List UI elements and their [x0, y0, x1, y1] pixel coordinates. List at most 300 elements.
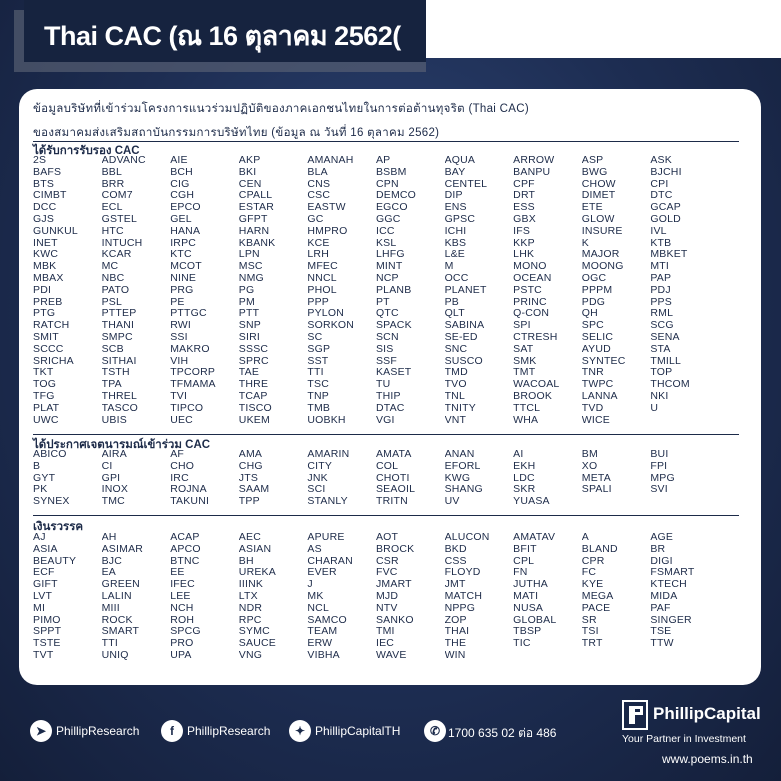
- company-symbol: QH: [581, 308, 598, 320]
- company-symbol: SAUCE: [238, 638, 276, 650]
- company-symbol: GLOW: [581, 213, 615, 225]
- header-white-area: [426, 0, 781, 58]
- company-symbol: TPP: [238, 496, 260, 508]
- company-symbol: INET: [33, 237, 58, 249]
- company-symbol: SPPT: [33, 626, 62, 638]
- company-symbol: EASTW: [307, 202, 346, 214]
- company-symbol: SSSC: [238, 343, 269, 355]
- company-symbol: AYUD: [581, 343, 611, 355]
- company-symbol: THANI: [101, 320, 135, 332]
- company-symbol: MONO: [513, 261, 547, 273]
- company-symbol: STANLY: [307, 496, 348, 508]
- section-rule-other: [33, 515, 739, 516]
- company-symbol: SITHAI: [101, 355, 137, 367]
- company-symbol: WAVE: [375, 649, 407, 661]
- company-symbol: GOLD: [650, 213, 681, 225]
- company-symbol: DIMET: [581, 190, 616, 202]
- company-symbol: ESS: [513, 202, 535, 214]
- company-symbol: SCG: [650, 320, 674, 332]
- footer-phone[interactable]: 1700 635 02 ต่อ 486: [448, 726, 557, 740]
- company-symbol: HMPRO: [307, 225, 348, 237]
- company-symbol: VIBHA: [307, 649, 340, 661]
- company-symbol: FSMART: [650, 567, 695, 579]
- company-symbol: DIGI: [650, 555, 673, 567]
- company-symbol: JTS: [238, 472, 259, 484]
- company-symbol: PE: [170, 296, 185, 308]
- company-symbol: BBL: [101, 166, 123, 178]
- company-symbol: MFEC: [307, 261, 338, 273]
- company-symbol: GUNKUL: [33, 225, 78, 237]
- company-symbol: MIDA: [650, 590, 678, 602]
- company-symbol: SPACK: [375, 320, 412, 332]
- company-symbol: LHFG: [375, 249, 405, 261]
- company-symbol: B: [33, 460, 41, 472]
- company-symbol: EA: [101, 567, 117, 579]
- company-symbol: TMT: [513, 367, 536, 379]
- company-symbol: TAE: [238, 367, 260, 379]
- company-symbol: MAJOR: [581, 249, 620, 261]
- company-symbol: PYLON: [307, 308, 344, 320]
- company-symbol: 2S: [33, 155, 47, 166]
- company-symbol: SELIC: [581, 331, 614, 343]
- company-symbol: SORKON: [307, 320, 355, 332]
- company-symbol: AP: [375, 155, 391, 166]
- company-symbol: BH: [238, 555, 254, 567]
- company-symbol: ZOP: [444, 614, 467, 626]
- company-symbol: TTI: [101, 638, 118, 650]
- company-symbol: CPALL: [238, 190, 273, 202]
- company-symbol: ETE: [581, 202, 603, 214]
- company-symbol: NTV: [375, 602, 398, 614]
- company-symbol: DCC: [33, 202, 57, 214]
- company-symbol: TIC: [513, 638, 531, 650]
- company-symbol: TTI: [307, 367, 324, 379]
- company-symbol: VGI: [375, 414, 395, 426]
- company-symbol: CITY: [307, 460, 333, 472]
- company-symbol: IVL: [650, 225, 667, 237]
- company-symbol: GFPT: [238, 213, 268, 225]
- company-symbol: LALIN: [101, 590, 132, 602]
- company-symbol: RML: [650, 308, 674, 320]
- company-symbol: NDR: [238, 602, 263, 614]
- company-symbol: LHK: [513, 249, 535, 261]
- company-symbol: NUSA: [513, 602, 544, 614]
- company-symbol: THREL: [101, 390, 138, 402]
- company-symbol: TSTH: [101, 367, 130, 379]
- company-symbol: SINGER: [650, 614, 692, 626]
- company-symbol: M: [444, 261, 454, 273]
- company-symbol: SCCC: [33, 343, 64, 355]
- company-symbol: FN: [513, 567, 528, 579]
- company-symbol: L&E: [444, 249, 466, 261]
- company-symbol: WACOAL: [513, 379, 560, 391]
- company-symbol: INTUCH: [101, 237, 143, 249]
- company-symbol: CPL: [513, 555, 535, 567]
- company-symbol: GC: [307, 213, 324, 225]
- company-symbol: SUSCO: [444, 355, 483, 367]
- company-symbol: K: [581, 237, 589, 249]
- company-symbol: PLANET: [444, 284, 487, 296]
- company-symbol: BROOK: [513, 390, 553, 402]
- company-symbol: KTC: [170, 249, 192, 261]
- company-symbol: LPN: [238, 249, 260, 261]
- company-symbol: OCEAN: [513, 272, 552, 284]
- company-symbol: JMART: [375, 579, 412, 591]
- company-symbol: PB: [444, 296, 459, 308]
- company-symbol: MAKRO: [170, 343, 210, 355]
- company-symbol: PM: [238, 296, 255, 308]
- company-symbol: EE: [170, 567, 185, 579]
- company-symbol: SMPC: [101, 331, 133, 343]
- company-symbol: YUASA: [513, 496, 550, 508]
- company-symbol: TBSP: [513, 626, 542, 638]
- company-symbol: QTC: [375, 308, 399, 320]
- company-symbol: PHOL: [307, 284, 337, 296]
- company-symbol: SRICHA: [33, 355, 74, 367]
- heading-line-1: ข้อมูลบริษัทที่เข้าร่วมโครงการแนวร่วมปฏิบัติของภาคเอกชนไทยในการต่อต้านทุจริต (Thai CAC): [33, 103, 529, 115]
- company-symbol: SNC: [444, 343, 468, 355]
- company-symbol: TTCL: [513, 402, 541, 414]
- company-symbol: CI: [101, 460, 113, 472]
- company-symbol: SPALI: [581, 484, 612, 496]
- company-symbol: TVD: [581, 402, 604, 414]
- company-symbol: OCC: [444, 272, 469, 284]
- company-symbol: PACE: [581, 602, 611, 614]
- company-symbol: SEAOIL: [375, 484, 416, 496]
- company-symbol: TFMAMA: [170, 379, 216, 391]
- company-symbol: Q-CON: [513, 308, 550, 320]
- company-symbol: SENA: [650, 331, 680, 343]
- company-symbol: EFORL: [444, 460, 481, 472]
- company-symbol: GPI: [101, 472, 121, 484]
- company-symbol: CHOTI: [375, 472, 410, 484]
- company-symbol: KWG: [444, 472, 471, 484]
- company-symbol: GCAP: [650, 202, 681, 214]
- section-title-other: เงินรวรรค: [33, 521, 84, 533]
- company-symbol: MEGA: [581, 590, 614, 602]
- facebook-icon: f: [161, 720, 183, 742]
- company-symbol: APCO: [170, 543, 201, 555]
- company-symbol: TIPCO: [170, 402, 204, 414]
- company-symbol: TAKUNI: [170, 496, 210, 508]
- company-symbol: SCI: [307, 484, 326, 496]
- company-symbol: AF: [170, 449, 185, 460]
- company-symbol: WIN: [444, 649, 466, 661]
- company-symbol: AOT: [375, 532, 399, 543]
- company-symbol: UPA: [170, 649, 192, 661]
- company-symbol: SMART: [101, 626, 140, 638]
- company-symbol: PG: [238, 284, 255, 296]
- company-symbol: PSL: [101, 296, 123, 308]
- company-symbol: GIFT: [33, 579, 58, 591]
- company-symbol: JNK: [307, 472, 328, 484]
- company-symbol: LRH: [307, 249, 329, 261]
- company-symbol: SNP: [238, 320, 261, 332]
- company-symbol: TISCO: [238, 402, 272, 414]
- company-symbol: GREEN: [101, 579, 140, 591]
- company-symbol: BM: [581, 449, 598, 460]
- company-symbol: TMB: [307, 402, 331, 414]
- company-symbol: TSE: [650, 626, 672, 638]
- company-symbol: LDC: [513, 472, 535, 484]
- section-rule-declared: [33, 434, 739, 435]
- company-symbol: KCE: [307, 237, 330, 249]
- company-symbol: BAY: [444, 166, 466, 178]
- company-symbol: TSTE: [33, 638, 61, 650]
- company-symbol: MATI: [513, 590, 539, 602]
- company-symbol: MBKET: [650, 249, 688, 261]
- company-symbol: BTS: [33, 178, 55, 190]
- company-symbol: GBX: [513, 213, 536, 225]
- company-symbol: MINT: [375, 261, 403, 273]
- company-symbol: AS: [307, 543, 322, 555]
- company-symbol: KWC: [33, 249, 59, 261]
- company-symbol: SSF: [375, 355, 397, 367]
- company-symbol: NCL: [307, 602, 329, 614]
- company-symbol: HANA: [170, 225, 201, 237]
- company-symbol: THIP: [375, 390, 401, 402]
- website-link[interactable]: www.poems.in.th: [662, 752, 753, 766]
- company-symbol: TVT: [33, 649, 54, 661]
- company-symbol: UOBKH: [307, 414, 346, 426]
- company-symbol: CHARAN: [307, 555, 353, 567]
- company-symbol: APURE: [307, 532, 345, 543]
- company-symbol: [582, 496, 651, 508]
- company-symbol: DEMCO: [375, 190, 417, 202]
- company-symbol: QLT: [444, 308, 465, 320]
- company-symbol: ADVANC: [101, 155, 146, 166]
- company-symbol: PTT: [238, 308, 260, 320]
- company-symbol: NKI: [650, 390, 669, 402]
- company-symbol: IIINK: [238, 579, 264, 591]
- company-symbol: UWC: [33, 414, 59, 426]
- company-symbol: AI: [513, 449, 524, 460]
- company-symbol: TU: [375, 379, 391, 391]
- company-symbol: PPS: [650, 296, 672, 308]
- company-symbol: MTI: [650, 261, 670, 273]
- company-symbol: EPCO: [170, 202, 201, 214]
- company-symbol: IFS: [513, 225, 531, 237]
- company-symbol: NCH: [170, 602, 194, 614]
- company-symbol: BKD: [444, 543, 467, 555]
- footer-facebook-handle[interactable]: PhillipResearch: [187, 724, 271, 738]
- company-symbol: CHG: [238, 460, 263, 472]
- company-symbol: SHANG: [444, 484, 483, 496]
- company-symbol: CENTEL: [444, 178, 488, 190]
- company-symbol: AQUA: [444, 155, 476, 166]
- company-symbol: THE: [444, 638, 467, 650]
- company-symbol: AIRA: [101, 449, 127, 460]
- company-symbol: NBC: [101, 272, 125, 284]
- company-symbol: KTECH: [650, 579, 687, 591]
- company-symbol: KTB: [650, 237, 672, 249]
- company-symbol: DTC: [650, 190, 673, 202]
- company-symbol: BFIT: [513, 543, 537, 555]
- company-symbol: ECF: [33, 567, 55, 579]
- company-symbol: PPPM: [581, 284, 613, 296]
- company-symbol: THCOM: [650, 379, 690, 391]
- company-symbol: BEAUTY: [33, 555, 77, 567]
- company-symbol: WHA: [513, 414, 539, 426]
- company-symbol: JMT: [444, 579, 466, 591]
- company-symbol: DTAC: [375, 402, 405, 414]
- page-title: Thai CAC (ณ 16 ตุลาคม 2562(: [44, 21, 401, 51]
- company-symbol: SYMC: [238, 626, 270, 638]
- company-symbol: DIP: [444, 190, 463, 202]
- company-symbol: FPI: [650, 460, 668, 472]
- company-symbol: MPG: [650, 472, 675, 484]
- company-symbol: UREKA: [238, 567, 276, 579]
- company-symbol: DRT: [513, 190, 536, 202]
- company-symbol: BKI: [238, 166, 257, 178]
- company-symbol: ANAN: [444, 449, 475, 460]
- company-symbol: ECL: [101, 202, 123, 214]
- company-symbol: TMD: [444, 367, 468, 379]
- company-symbol: GPSC: [444, 213, 476, 225]
- company-symbol: GJS: [33, 213, 55, 225]
- company-symbol: UBIS: [101, 414, 127, 426]
- footer-twitter-handle[interactable]: PhillipCapitalTH: [315, 724, 401, 738]
- company-symbol: NMG: [238, 272, 264, 284]
- company-symbol: CNS: [307, 178, 331, 190]
- company-symbol: PAF: [650, 602, 671, 614]
- company-symbol: ICC: [375, 225, 395, 237]
- company-symbol: EGCO: [375, 202, 408, 214]
- company-symbol: TSC: [307, 379, 329, 391]
- company-symbol: META: [581, 472, 611, 484]
- company-symbol: TPA: [101, 379, 122, 391]
- company-symbol: PRO: [170, 638, 194, 650]
- company-symbol: CHOW: [581, 178, 616, 190]
- company-symbol: IFEC: [170, 579, 195, 591]
- company-symbol: TEAM: [307, 626, 338, 638]
- company-symbol: TVI: [170, 390, 188, 402]
- company-symbol: KCAR: [101, 249, 132, 261]
- company-symbol: CSC: [307, 190, 331, 202]
- company-symbol: CIMBT: [33, 190, 67, 202]
- company-symbol: MATCH: [444, 590, 483, 602]
- brand-tagline: Your Partner in Investment: [622, 733, 746, 745]
- company-symbol: MC: [101, 261, 119, 273]
- company-symbol: SPI: [513, 320, 531, 332]
- company-symbol: U: [650, 402, 659, 414]
- company-symbol: BJCHI: [650, 166, 682, 178]
- company-symbol: SAMCO: [307, 614, 347, 626]
- company-symbol: BLA: [307, 166, 328, 178]
- company-symbol: MCOT: [170, 261, 202, 273]
- company-symbol: SST: [307, 355, 329, 367]
- company-symbol: TKT: [33, 367, 54, 379]
- company-symbol: EKH: [513, 460, 536, 472]
- company-symbol: ASIMAR: [101, 543, 144, 555]
- company-symbol: KKP: [513, 237, 535, 249]
- company-symbol: PAP: [650, 272, 672, 284]
- company-symbol: CSS: [444, 555, 467, 567]
- company-symbol: PTTEP: [101, 308, 137, 320]
- company-symbol: INSURE: [581, 225, 623, 237]
- company-symbol: XO: [581, 460, 598, 472]
- company-symbol: SKR: [513, 484, 536, 496]
- company-symbol: UNIQ: [101, 649, 129, 661]
- company-symbol: PTTGC: [170, 308, 207, 320]
- company-symbol: SAAM: [238, 484, 270, 496]
- footer-telegram-handle[interactable]: PhillipResearch: [56, 724, 140, 738]
- company-symbol: SCN: [375, 331, 399, 343]
- company-symbol: TCAP: [238, 390, 268, 402]
- company-symbol: LANNA: [581, 390, 618, 402]
- company-symbol: TNR: [581, 367, 604, 379]
- declared-company-grid: [33, 449, 739, 508]
- company-symbol: TNITY: [444, 402, 476, 414]
- certified-company-grid: [33, 155, 739, 426]
- company-symbol: PSTC: [513, 284, 542, 296]
- company-symbol: ACAP: [170, 532, 200, 543]
- company-symbol: PREB: [33, 296, 63, 308]
- company-symbol: BSBM: [375, 166, 407, 178]
- company-symbol: [650, 415, 719, 427]
- company-symbol: BUI: [650, 449, 669, 460]
- company-symbol: BAFS: [33, 166, 62, 178]
- company-symbol: ROH: [170, 614, 195, 626]
- company-symbol: ALUCON: [444, 532, 490, 543]
- company-symbol: ASIAN: [238, 543, 272, 555]
- company-symbol: ASP: [581, 155, 604, 166]
- company-symbol: CPR: [581, 555, 605, 567]
- company-symbol: FC: [581, 567, 597, 579]
- company-symbol: TVO: [444, 379, 467, 391]
- company-symbol: NCP: [375, 272, 399, 284]
- company-symbol: LTX: [238, 590, 258, 602]
- company-symbol: AEC: [238, 532, 261, 543]
- company-symbol: PLAT: [33, 402, 60, 414]
- company-symbol: MK: [307, 590, 324, 602]
- company-symbol: SIRI: [238, 331, 261, 343]
- company-symbol: GGC: [375, 213, 401, 225]
- company-symbol: ASIA: [33, 543, 58, 555]
- company-symbol: IRPC: [170, 237, 197, 249]
- company-symbol: SYNTEC: [581, 355, 626, 367]
- company-symbol: CHO: [170, 460, 195, 472]
- company-symbol: CTRESH: [513, 331, 558, 343]
- company-symbol: GLOBAL: [513, 614, 557, 626]
- company-symbol: NNCL: [307, 272, 337, 284]
- company-symbol: [582, 650, 651, 662]
- company-symbol: TMI: [375, 626, 395, 638]
- company-symbol: AMA: [238, 449, 263, 460]
- company-symbol: HARN: [238, 225, 270, 237]
- company-symbol: BLAND: [581, 543, 618, 555]
- company-symbol: PLANB: [375, 284, 412, 296]
- company-symbol: CEN: [238, 178, 262, 190]
- company-symbol: TTW: [650, 638, 674, 650]
- company-symbol: ESTAR: [238, 202, 275, 214]
- company-symbol: SANKO: [375, 614, 414, 626]
- company-symbol: BRR: [101, 178, 125, 190]
- company-symbol: J: [307, 579, 313, 591]
- company-symbol: SPRC: [238, 355, 269, 367]
- company-symbol: TMC: [101, 496, 125, 508]
- company-symbol: BROCK: [375, 543, 415, 555]
- company-symbol: BR: [650, 543, 666, 555]
- company-symbol: SIS: [375, 343, 394, 355]
- company-symbol: AH: [101, 532, 117, 543]
- company-symbol: SVI: [650, 484, 668, 496]
- company-symbol: UKEM: [238, 414, 270, 426]
- company-symbol: MJD: [375, 590, 399, 602]
- company-symbol: PATO: [101, 284, 130, 296]
- company-symbol: KASET: [375, 367, 412, 379]
- company-symbol: TOP: [650, 367, 673, 379]
